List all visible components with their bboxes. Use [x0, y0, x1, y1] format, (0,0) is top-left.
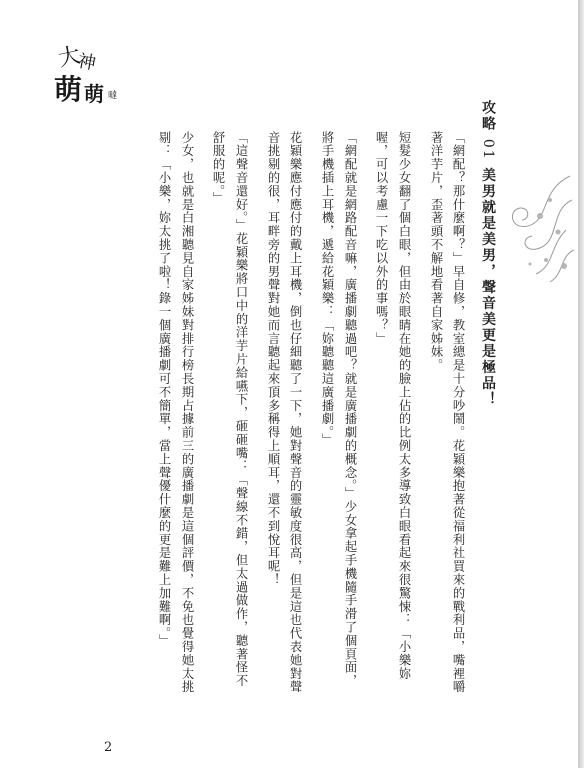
logo-char: 神 — [76, 50, 98, 75]
chapter-label: 攻略 — [480, 100, 496, 132]
text-column: 「網配？那什麼啊？」早自修，教室總是十分吵鬧。花穎樂抱著從福利社買來的戰利品，嘴裡嚼 — [451, 131, 465, 694]
logo-char: 萌 — [84, 82, 104, 106]
text-column: 少女，也就是白湘聽見自家姊妹對排行榜長期占據前三的廣播劇是這個評價，不免也覺得她太挑 — [180, 131, 194, 694]
chapter-heading — [478, 100, 498, 408]
text-column: 剔：「小樂，妳太挑了啦！錄一個廣播劇可不簡單，當上聲優什麼的更是難上加難啊。」 — [157, 131, 171, 648]
text-column: 音挑剔的很，耳畔旁的男聲對她而言聽起來頂多稱得上順耳，還不到悅耳呢！ — [266, 131, 280, 587]
text-column: 舒服的呢。」 — [211, 131, 225, 206]
text-column: 短髮少女翻了個白眼，但由於眼睛在她的臉上佔的比例太多導致白眼看起來很驚悚：「小樂妳 — [397, 131, 411, 681]
logo-char: 噠 — [108, 91, 118, 101]
text-column: 著洋芋片，歪著頭不解地看著自家姊妹。 — [429, 131, 443, 373]
text-column: 「網配就是網路配音嘛，廣播劇聽過吧？就是廣播劇的概念。」少女拿起手機隨手滑了個頁面， — [343, 131, 357, 688]
page-number: 2 — [104, 740, 113, 755]
chapter-title: 美男就是美男，聲音美更是極品！ — [480, 167, 496, 408]
text-column: 將手機插上耳機，遞給花穎樂：「妳聽聽這廣播劇。」 — [320, 131, 334, 447]
chapter-number: 01 — [480, 138, 496, 161]
series-logo — [52, 38, 132, 110]
page-edge-shadow — [578, 0, 584, 768]
text-column: 喔，可以考慮一下吃以外的事嗎？」 — [374, 131, 388, 346]
text-column: 花穎樂應付應付的戴上耳機，倒也仔細聽了一下，她對聲音的靈敏度很高，但是這也代表她對聲 — [288, 131, 302, 694]
text-column: 「這聲音還好。」花穎樂將口中的洋芋片給嚥下，砸砸嘴：「聲線不錯，但太過做作，聽著怪不 — [234, 131, 248, 688]
logo-char: 萌 — [54, 73, 83, 106]
logo-char: 大 — [56, 42, 83, 72]
